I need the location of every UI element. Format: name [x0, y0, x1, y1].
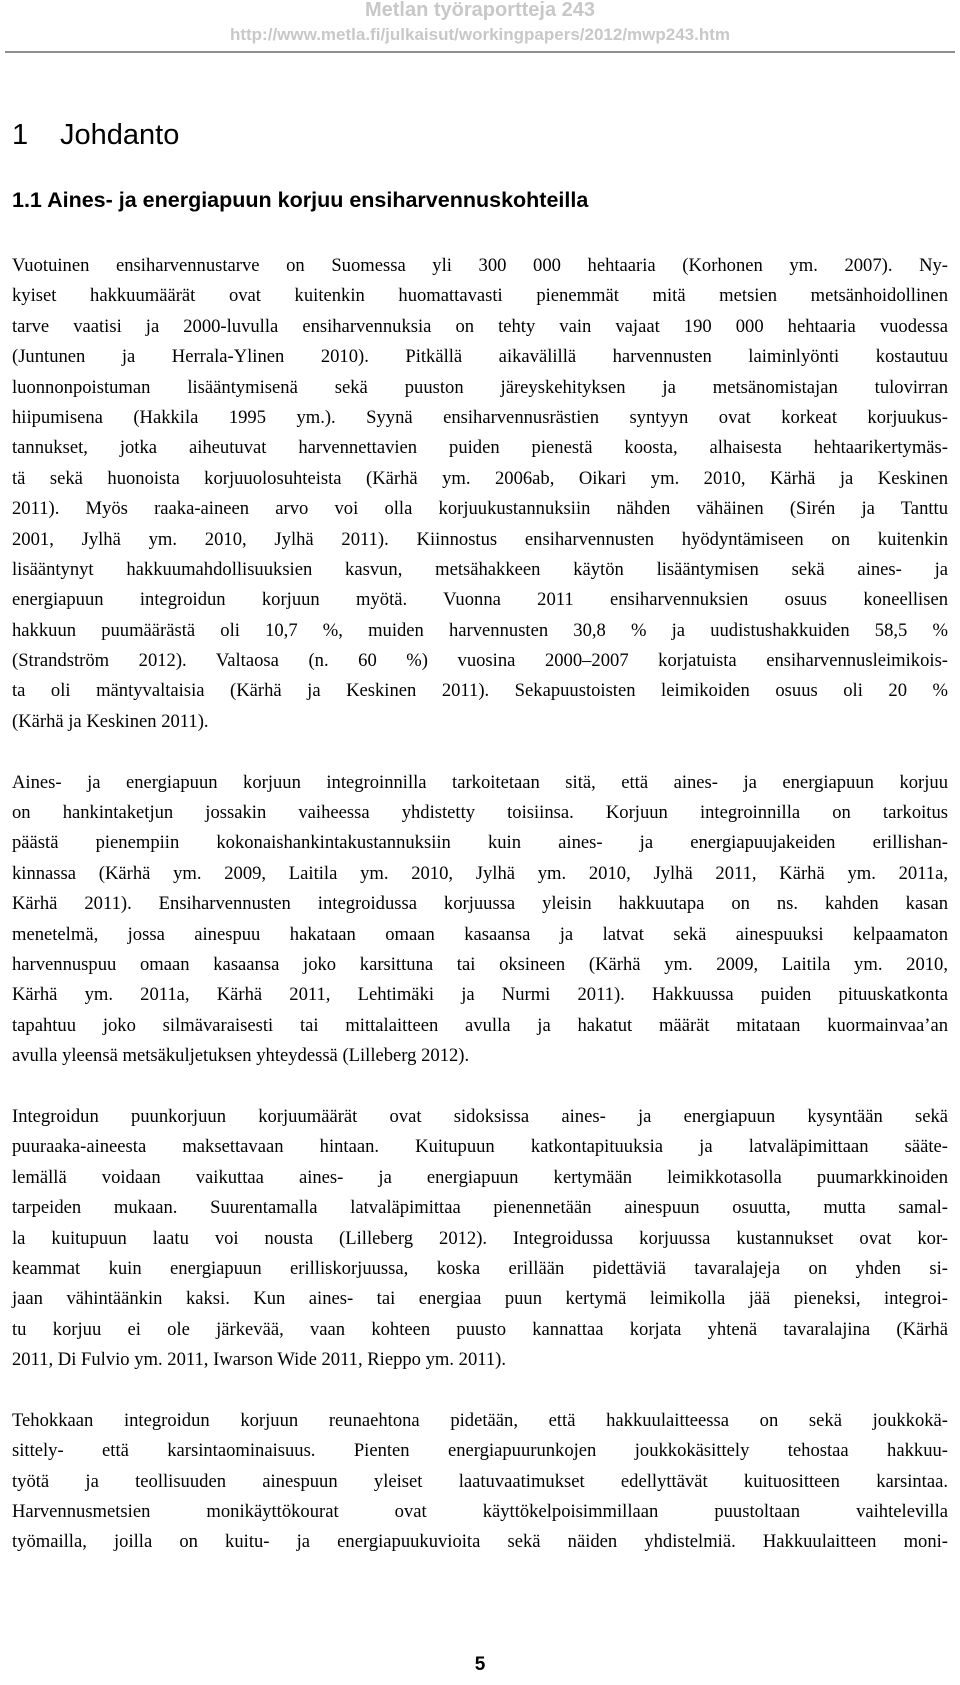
text-line: luonnonpoistuman lisääntymisenä sekä puuston järeyskehityksen ja metsänomistajan tulovirran: [12, 376, 948, 398]
text-line: ta oli mäntyvaltaisia (Kärhä ja Keskinen 2011). Sekapuustoisten leimikoiden osuus oli 20 %: [12, 680, 948, 702]
paragraph-gap: [12, 1072, 948, 1102]
text-line: keammat kuin energiapuun erilliskorjuussa, koska erillään pidettäviä tavaralajeja on yhden si-: [12, 1257, 948, 1279]
text-line: menetelmä, jossa ainespuu hakataan omaan kasaansa ja latvat sekä ainespuuksi kelpaamaton: [12, 923, 948, 945]
text-line: lisääntynyt hakkuumahdollisuuksien kasvun, metsähakkeen käytön lisääntymisen sekä aines- ja: [12, 558, 948, 580]
text-line: Aines- ja energiapuun korjuun integroinnilla tarkoitetaan sitä, että aines- ja energiapuun korjuu: [12, 771, 948, 793]
paragraph: [12, 251, 948, 737]
text-line: Kärhä ym. 2011a, Kärhä 2011, Lehtimäki ja Nurmi 2011). Hakkuussa puiden pituuskatkonta: [12, 984, 948, 1006]
text-line: (Juntunen ja Herrala-Ylinen 2010). Pitkällä aikavälillä harvennusten laiminlyönti kostautuu: [12, 346, 948, 368]
paragraph: [12, 768, 948, 1072]
text-line: 2001, Jylhä ym. 2010, Jylhä 2011). Kiinnostus ensiharvennusten hyödyntämiseen on kuitenkin: [12, 528, 948, 550]
text-line: työmailla, joilla on kuitu- ja energiapuukuvioita sekä näiden yhdistelmiä. Hakkuulaitteen moni-: [12, 1531, 948, 1553]
text-line: kinnassa (Kärhä ym. 2009, Laitila ym. 2010, Jylhä ym. 2010, Jylhä 2011, Kärhä ym. 2011a,: [12, 862, 948, 884]
text-line: avulla yleensä metsäkuljetuksen yhteydessä (Lilleberg 2012).: [12, 1045, 470, 1067]
text-line: tu korjuu ei ole järkevää, vaan kohteen puusto kannattaa korjata yhtenä tavaralajina (Kärhä: [12, 1318, 948, 1340]
section-heading: [12, 186, 588, 214]
text-line: tapahtuu joko silmävaraisesti tai mittalaitteen avulla ja hakatut määrät mitataan kuormainvaa’an: [12, 1014, 948, 1036]
text-line: Harvennusmetsien monikäyttökourat ovat käyttökelpoisimmillaan puustoltaan vaihtelevilla: [12, 1501, 948, 1523]
chapter-heading: [12, 118, 179, 152]
text-line: hakkuun puumäärästä oli 10,7 %, muiden harvennusten 30,8 % ja uudistushakkuiden 58,5 %: [12, 619, 948, 641]
text-line: on hankintaketjun jossakin vaiheessa yhdistetty toisiinsa. Korjuun integroinnilla on tarkoitus: [12, 802, 948, 824]
text-line: la kuitupuun laatu voi nousta (Lilleberg 2012). Integroidussa korjuussa kustannukset ovat kor-: [12, 1227, 948, 1249]
text-line: tarve vaatisi ja 2000-luvulla ensiharvennuksia on tehty vain vajaat 190 000 hehtaaria vuodessa: [12, 315, 948, 337]
chapter-number: 1: [12, 119, 29, 151]
text-line: tarpeiden mukaan. Suurentamalla latvaläpimittaa pienennetään ainespuun osuutta, mutta samal-: [12, 1197, 948, 1219]
text-line: Vuotuinen ensiharvennustarve on Suomessa yli 300 000 hehtaaria (Korhonen ym. 2007). Ny-: [12, 255, 948, 276]
text-line: Kärhä 2011). Ensiharvennusten integroidussa korjuussa yleisin hakkuutapa on ns. kahden kasan: [12, 893, 948, 915]
text-line: jaan vähintäänkin kaksi. Kun aines- tai energiaa puun kertymä leimikolla jää pieneksi, integroi-: [12, 1288, 948, 1310]
section-number: 1.1: [12, 188, 42, 212]
text-line: 2011, Di Fulvio ym. 2011, Iwarson Wide 2011, Rieppo ym. 2011).: [12, 1349, 507, 1371]
running-header-series: Metlan työraportteja 243: [364, 0, 596, 21]
paragraph: [12, 1102, 948, 1376]
text-line: hiipumisena (Hakkila 1995 ym.). Syynä ensiharvennusrästien syntyyn ovat korkeat korjuukus-: [12, 406, 948, 428]
text-line: työtä ja teollisuuden ainespuun yleiset laatuvaatimukset edellyttävät kuituositteen karsintaa.: [12, 1470, 948, 1492]
section-title: Aines- ja energiapuun korjuu ensiharvennuskohteilla: [47, 188, 589, 212]
text-line: tä sekä huonoista korjuuolosuhteista (Kärhä ym. 2006ab, Oikari ym. 2010, Kärhä ja Keskinen: [12, 467, 948, 489]
paragraph: [12, 1406, 948, 1558]
text-line: Tehokkaan integroidun korjuun reunaehtona pidetään, että hakkuulaitteessa on sekä joukkokä-: [12, 1409, 948, 1431]
page-number: 5: [474, 1654, 486, 1675]
text-line: energiapuun integroidun korjuun myötä. Vuonna 2011 ensiharvennuksien osuus koneellisen: [12, 589, 948, 611]
text-line: puuraaka-aineesta maksettavaan hintaan. Kuitupuun katkontapituuksia ja latvaläpimittaan sääte-: [12, 1136, 948, 1158]
running-header-url[interactable]: http://www.metla.fi/julkaisut/workingpapers/2012/mwp243.htm: [229, 25, 731, 44]
chapter-title: Johdanto: [60, 119, 180, 151]
paragraph-gap: [12, 737, 948, 767]
header-divider: [5, 51, 955, 53]
text-line: lemällä voidaan vaikuttaa aines- ja energiapuun kertymään leimikkotasolla puumarkkinoiden: [12, 1166, 948, 1188]
body-text: [12, 251, 948, 1558]
text-line: (Strandström 2012). Valtaosa (n. 60 %) vuosina 2000–2007 korjatuista ensiharvennusleimikois-: [12, 650, 948, 672]
text-line: päästä pienempiin kokonaishankintakustannuksiin kuin aines- ja energiapuujakeiden erillishan-: [12, 832, 948, 854]
paragraph-gap: [12, 1375, 948, 1405]
text-line: (Kärhä ja Keskinen 2011).: [12, 710, 209, 732]
text-line: harvennuspuu omaan kasaansa joko karsittuna tai oksineen (Kärhä ym. 2009, Laitila ym. 2010,: [12, 953, 948, 975]
text-line: kyiset hakkuumäärät ovat kuitenkin huomattavasti pienemmät mitä metsien metsänhoidollinen: [12, 285, 948, 307]
text-line: tannukset, jotka aiheutuvat harvennettavien puiden pienestä koosta, alhaisesta hehtaarikertymäs-: [12, 437, 948, 459]
text-line: Integroidun puunkorjuun korjuumäärät ovat sidoksissa aines- ja energiapuun kysyntään sekä: [12, 1105, 948, 1127]
text-line: 2011). Myös raaka-aineen arvo voi olla korjuukustannuksiin nähden vähäinen (Sirén ja Tanttu: [12, 498, 948, 520]
text-line: sittely- että karsintaominaisuus. Pienten energiapuurunkojen joukkokäsittely tehostaa hakkuu-: [12, 1440, 948, 1462]
